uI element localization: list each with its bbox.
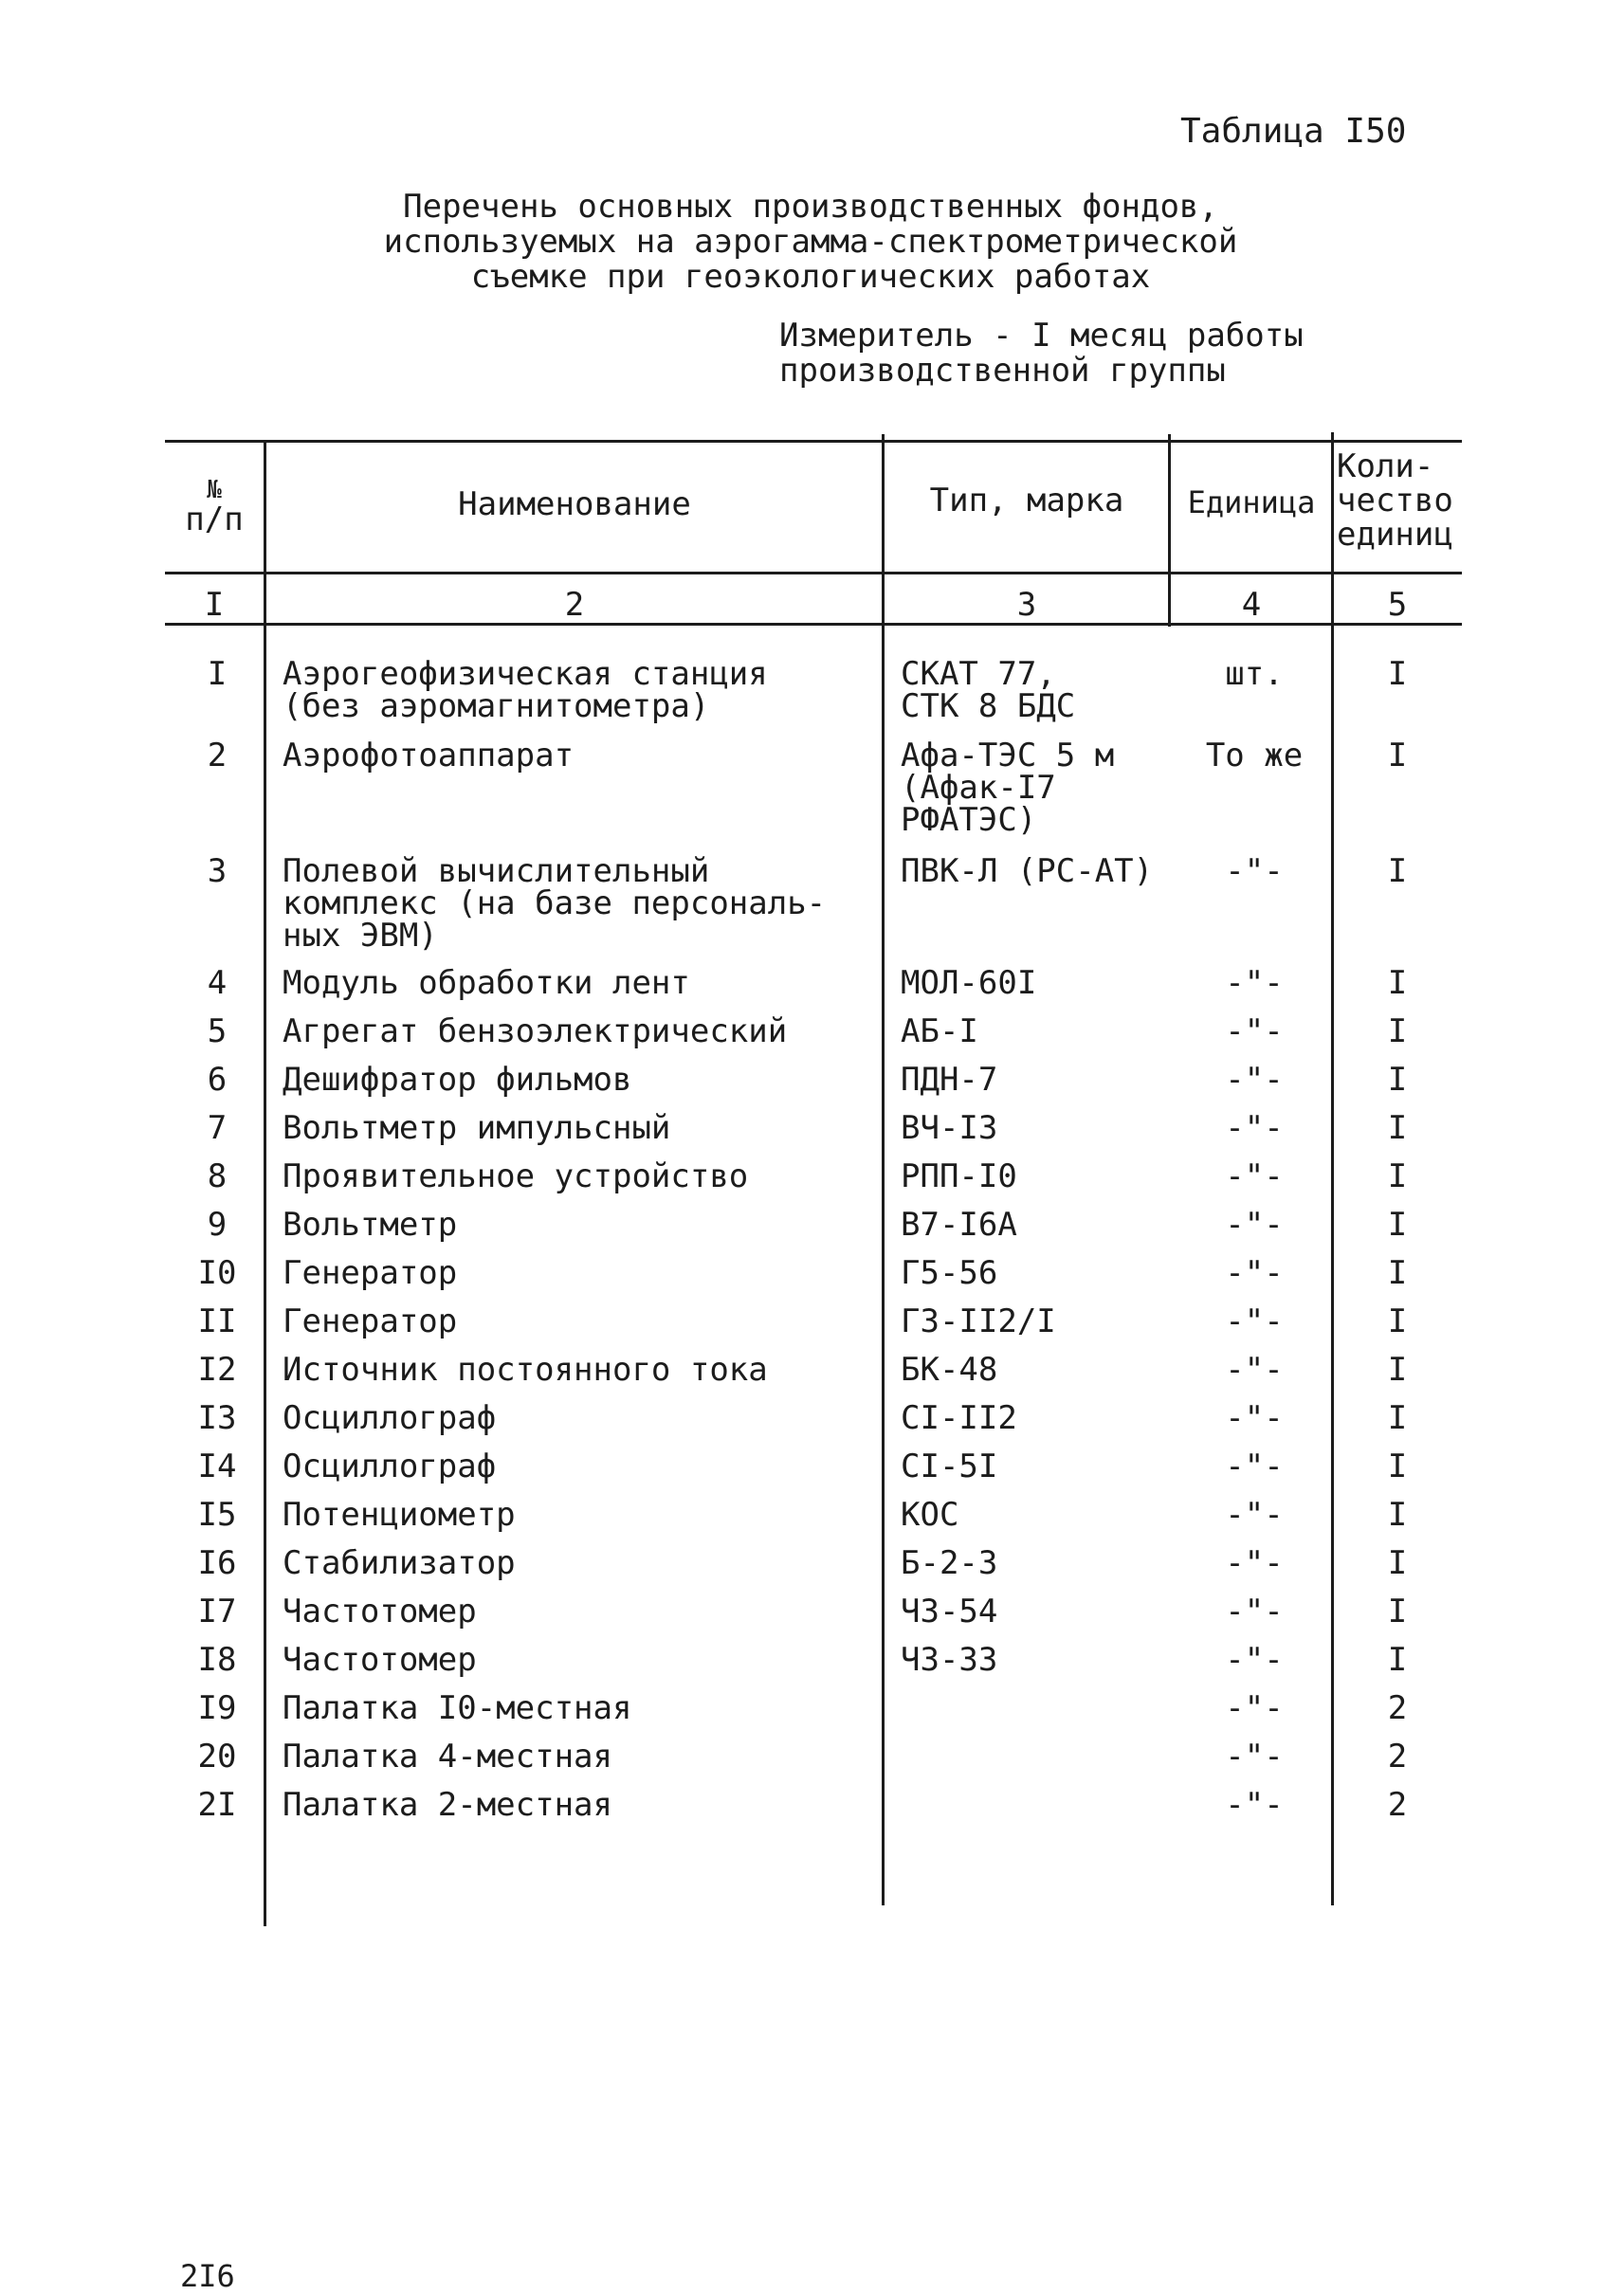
item-unit: -"- [1225, 1254, 1284, 1292]
row-number: 7 [207, 1109, 228, 1147]
item-name: Генератор [283, 1302, 458, 1340]
row-number: 4 [207, 964, 228, 1002]
item-quantity: I [1387, 1351, 1408, 1389]
table-label: Таблица I50 [1180, 112, 1407, 151]
item-type [901, 737, 1115, 839]
item-quantity: I [1387, 964, 1408, 1002]
item-unit: -"- [1225, 852, 1284, 890]
item-type-line: СКАТ 77, [901, 655, 1056, 693]
row-number: I0 [197, 1254, 237, 1292]
item-type-line: (Афак-I7 [901, 769, 1056, 807]
header-name: Наименование [458, 485, 691, 523]
item-unit: -"- [1225, 1496, 1284, 1534]
item-type: РПП-I0 [901, 1157, 1017, 1195]
item-name: Осциллограф [283, 1448, 497, 1485]
item-type: Б-2-3 [901, 1544, 998, 1582]
header-bottom-rule [165, 572, 1462, 574]
item-quantity: I [1387, 1206, 1408, 1244]
item-name: Палатка I0-местная [283, 1689, 632, 1727]
item-name: Генератор [283, 1254, 458, 1292]
item-name: Модуль обработки лент [283, 964, 690, 1002]
item-name: Источник постоянного тока [283, 1351, 768, 1389]
item-name: Осциллограф [283, 1399, 497, 1437]
item-type [901, 655, 1076, 725]
title-line: Перечень основных производственных фондов, [403, 188, 1218, 226]
item-name: Потенциометр [283, 1496, 516, 1534]
item-type-line: СТК 8 БДС [901, 687, 1076, 725]
row-number: 3 [207, 852, 228, 890]
item-name: Палатка 4-местная [283, 1738, 612, 1776]
header-qty [1337, 449, 1460, 552]
header-num-label: п/п [185, 501, 244, 538]
item-name: Палатка 2-местная [283, 1786, 612, 1824]
item-type: Ч3-54 [901, 1593, 998, 1630]
item-name-line: Аэрогеофизическая станция [283, 655, 768, 693]
item-name: Частотомер [283, 1593, 477, 1630]
item-unit: -"- [1225, 1012, 1284, 1050]
page-number: 2I6 [180, 2258, 235, 2294]
header-num-sign: № [207, 476, 222, 504]
row-number: I5 [197, 1496, 237, 1534]
header-num [165, 478, 264, 537]
item-type: В7-I6А [901, 1206, 1017, 1244]
item-quantity: I [1387, 1109, 1408, 1147]
row-number: I4 [197, 1448, 237, 1485]
header-type: Тип, марка [929, 482, 1124, 519]
item-type: Ч3-33 [901, 1641, 998, 1679]
item-quantity: I [1387, 1157, 1408, 1195]
item-type: АБ-I [901, 1012, 978, 1050]
title-line: съемке при геоэкологических работах [470, 258, 1151, 296]
item-quantity: I [1387, 1399, 1408, 1437]
row-number: 5 [207, 1012, 228, 1050]
item-name [283, 852, 827, 955]
item-quantity: I [1387, 1448, 1408, 1485]
row-number: 2 [207, 737, 228, 774]
header-qty-line: Коли- [1337, 449, 1434, 485]
item-type: Г5-56 [901, 1254, 998, 1292]
item-type-line: РФАТЭС) [901, 801, 1037, 839]
item-unit: То же [1205, 737, 1304, 774]
column-number: 3 [1016, 586, 1037, 624]
item-name: Агрегат бензоэлектрический [283, 1012, 788, 1050]
item-unit: -"- [1225, 1351, 1284, 1389]
column-number: I [204, 586, 225, 624]
item-name: Вольтметр [283, 1206, 458, 1244]
item-type: ПДН-7 [901, 1061, 998, 1099]
item-unit: -"- [1225, 1302, 1284, 1340]
item-unit: -"- [1225, 1399, 1284, 1437]
item-name: Частотомер [283, 1641, 477, 1679]
item-unit: -"- [1225, 1109, 1284, 1147]
row-number: 2I [197, 1786, 237, 1824]
item-name-line: (без аэромагнитометра) [283, 687, 710, 725]
row-number: I9 [197, 1689, 237, 1727]
item-name: Вольтметр импульсный [283, 1109, 671, 1147]
item-unit: -"- [1225, 1448, 1284, 1485]
item-unit: -"- [1225, 1689, 1284, 1727]
row-number: II [197, 1302, 237, 1340]
row-number: I3 [197, 1399, 237, 1437]
item-quantity: I [1387, 852, 1408, 890]
item-name [283, 739, 574, 772]
item-type [901, 852, 1154, 890]
item-quantity: I [1387, 1544, 1408, 1582]
item-unit: -"- [1225, 1738, 1284, 1776]
column-divider [1168, 434, 1171, 627]
column-number: 5 [1387, 586, 1408, 624]
row-number: 8 [207, 1157, 228, 1195]
item-type: МОЛ-60I [901, 964, 1037, 1002]
item-type: СI-5I [901, 1448, 998, 1485]
measure-line: Измеритель - I месяц работы [779, 317, 1304, 355]
item-unit: -"- [1225, 1641, 1284, 1679]
item-name: Стабилизатор [283, 1544, 516, 1582]
item-quantity: I [1387, 737, 1408, 774]
item-name-line: комплекс (на базе персональ- [283, 884, 827, 922]
item-type-line: Афа-ТЭС 5 м [901, 737, 1115, 774]
item-quantity: I [1387, 655, 1408, 693]
item-quantity: I [1387, 1593, 1408, 1630]
item-unit: шт. [1225, 655, 1284, 693]
header-unit: Единица [1187, 484, 1316, 520]
item-name-line: Полевой вычислительный [283, 852, 710, 890]
row-number: I2 [197, 1351, 237, 1389]
item-unit: -"- [1225, 1544, 1284, 1582]
item-name: Дешифратор фильмов [283, 1061, 632, 1099]
column-number: 2 [564, 586, 585, 624]
row-number: I [207, 655, 228, 693]
item-quantity: I [1387, 1012, 1408, 1050]
item-quantity: 2 [1387, 1689, 1408, 1727]
item-unit: -"- [1225, 964, 1284, 1002]
item-type: КОС [901, 1496, 959, 1534]
row-number: I7 [197, 1593, 237, 1630]
measure-line: производственной группы [779, 352, 1226, 390]
item-quantity: I [1387, 1254, 1408, 1292]
item-quantity: I [1387, 1496, 1408, 1534]
item-type: Г3-II2/I [901, 1302, 1056, 1340]
item-type: БК-48 [901, 1351, 998, 1389]
column-number: 4 [1241, 586, 1262, 624]
item-quantity: I [1387, 1641, 1408, 1679]
row-number: I8 [197, 1641, 237, 1679]
item-quantity: I [1387, 1302, 1408, 1340]
item-name-line: ных ЭВМ) [283, 917, 438, 955]
item-name: Проявительное устройство [283, 1157, 749, 1195]
item-name-line: Аэрофотоаппарат [283, 737, 575, 774]
item-unit: -"- [1225, 1206, 1284, 1244]
header-qty-line: чество [1337, 482, 1453, 519]
row-number: 9 [207, 1206, 228, 1244]
header-qty-line: единиц [1337, 516, 1453, 552]
item-quantity: 2 [1387, 1786, 1408, 1824]
item-type: СI-II2 [901, 1399, 1017, 1437]
item-quantity: I [1387, 1061, 1408, 1099]
item-name [283, 655, 768, 725]
row-number: 20 [197, 1738, 237, 1776]
column-divider [882, 434, 885, 1905]
item-unit: -"- [1225, 1061, 1284, 1099]
item-type: ВЧ-I3 [901, 1109, 998, 1147]
row-number: I6 [197, 1544, 237, 1582]
table-top-rule [165, 440, 1462, 443]
title-line: используемых на аэрогамма-спектрометрической [383, 223, 1238, 261]
measure-note [779, 319, 1304, 389]
item-unit: -"- [1225, 1157, 1284, 1195]
item-quantity: 2 [1387, 1738, 1408, 1776]
item-unit: -"- [1225, 1786, 1284, 1824]
row-number: 6 [207, 1061, 228, 1099]
document-title [313, 190, 1308, 295]
item-unit: -"- [1225, 1593, 1284, 1630]
item-type-line: ПВК-Л (РС-АТ) [901, 852, 1154, 890]
